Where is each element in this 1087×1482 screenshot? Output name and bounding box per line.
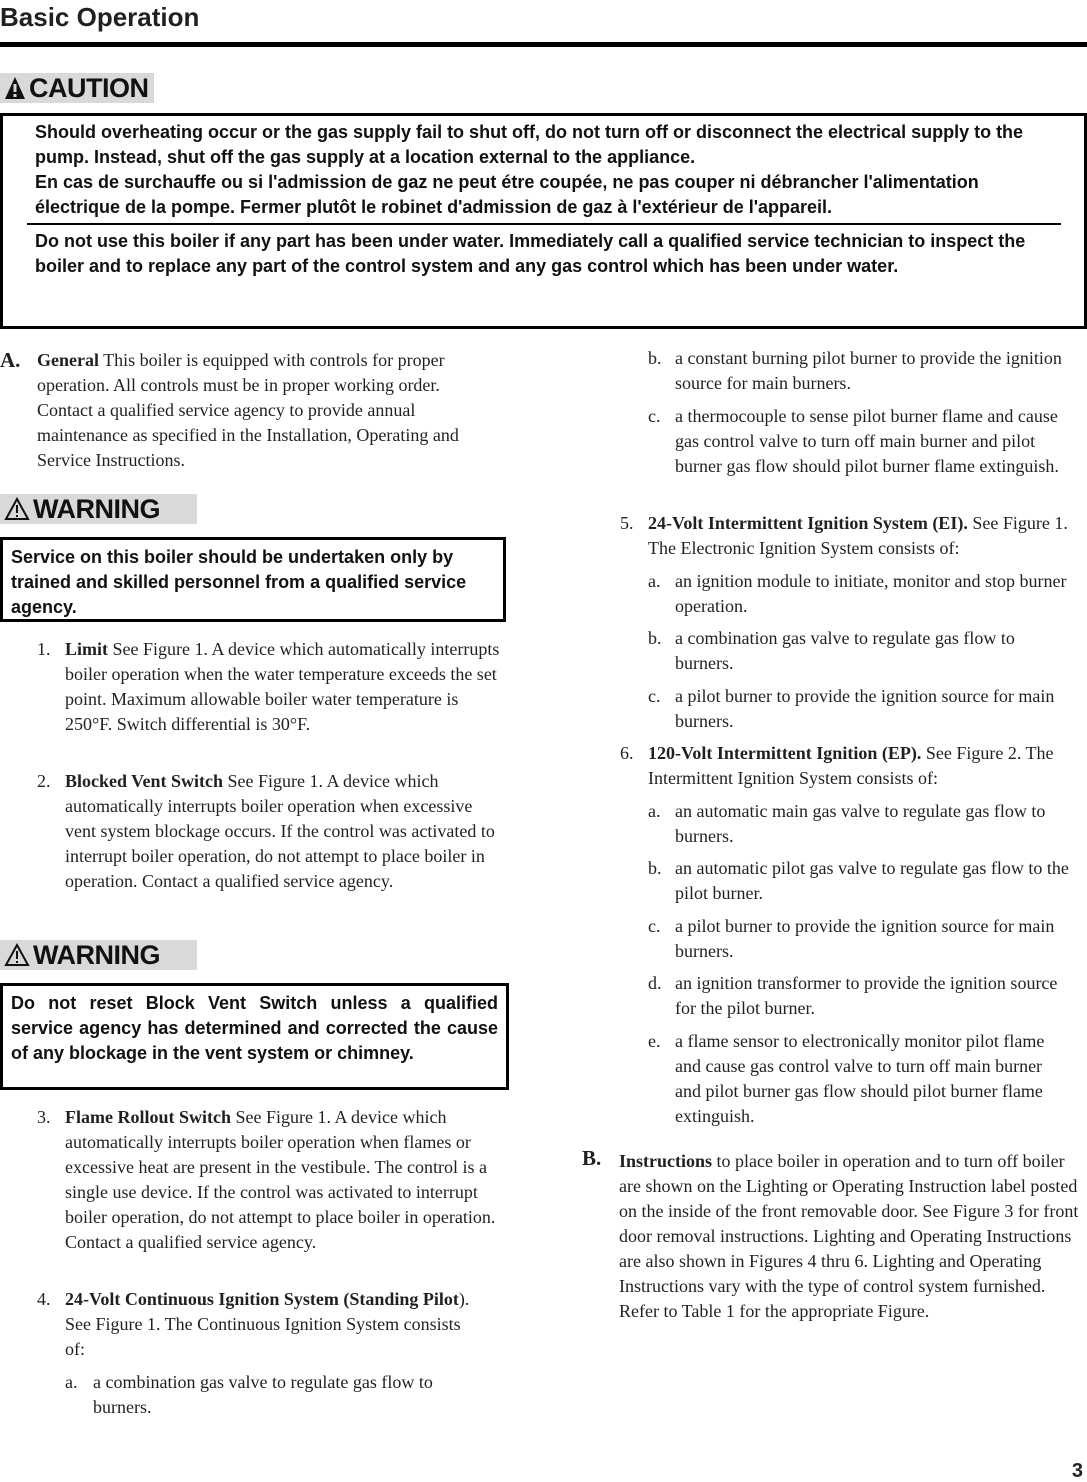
warning-badge-2 bbox=[0, 940, 197, 970]
item-6e bbox=[648, 1029, 1060, 1129]
item-text: ). See Figure 1. The Continuous Ignition System consists of: bbox=[65, 1289, 470, 1359]
section-b bbox=[582, 1146, 1087, 1324]
item-text: See Figure 2. The Intermittent Ignition System consists of: bbox=[648, 743, 1054, 788]
item-text: See Figure 1. A device which automatically interrupts boiler operation when the water temperature exceeds the set point. Maximum allowable boiler water temperature is 250°F. Switch differential is 30°F. bbox=[65, 639, 500, 734]
item-4 bbox=[37, 1287, 485, 1362]
item-4a bbox=[65, 1370, 493, 1420]
sub-item-text: an ignition transformer to provide the ignition source for the pilot burner. bbox=[675, 973, 1058, 1018]
item-heading: Flame Rollout Switch bbox=[65, 1107, 231, 1127]
item-number: 1. bbox=[37, 639, 51, 659]
warning-label: WARNING bbox=[33, 939, 160, 970]
item-1 bbox=[37, 637, 500, 737]
item-6b bbox=[648, 856, 1085, 906]
sub-item-text: a combination gas valve to regulate gas flow to burners. bbox=[675, 628, 1015, 673]
item-heading: 24-Volt Intermittent Ignition System (EI). bbox=[648, 513, 968, 533]
item-heading: Blocked Vent Switch bbox=[65, 771, 224, 791]
item-5b bbox=[648, 626, 1075, 676]
item-5a bbox=[648, 569, 1075, 619]
sub-item-text: a pilot burner to provide the ignition source for main burners. bbox=[675, 686, 1055, 731]
item-heading: 120-Volt Intermittent Ignition (EP). bbox=[648, 743, 922, 763]
sub-item-text: an automatic pilot gas valve to regulate gas flow to the pilot burner. bbox=[675, 858, 1069, 903]
warning-box-1 bbox=[0, 537, 506, 622]
caution-text-fr: En cas de surchauffe ou si l'admission de gaz ne peut étre coupée, ne pas couper ni débrancher l'alimentation électrique de la pompe. Fermer plutôt le robinet d'admission de gaz à l'extérieur de l'appareil. bbox=[35, 172, 979, 217]
sub-item-letter: c. bbox=[648, 686, 661, 706]
warning-badge-1 bbox=[0, 494, 197, 524]
warning-label: WARNING bbox=[33, 493, 160, 524]
sub-item-letter: c. bbox=[648, 406, 661, 426]
page-number: 3 bbox=[1071, 1460, 1083, 1482]
item-heading: 24-Volt Continuous Ignition System (Standing Pilot bbox=[65, 1289, 459, 1309]
item-heading: Limit bbox=[65, 639, 108, 659]
section-a-heading: General bbox=[37, 350, 99, 370]
sub-item-text: a thermocouple to sense pilot burner flame and cause gas control valve to turn off main burner and pilot burner gas flow should pilot burner flame extinguish. bbox=[675, 406, 1059, 476]
sub-item-text: a flame sensor to electronically monitor pilot flame and cause gas control valve to turn off main burner and pilot burner gas flow should pilot burner flame extinguish. bbox=[675, 1031, 1045, 1126]
sub-item-letter: a. bbox=[65, 1372, 78, 1392]
item-number: 4. bbox=[37, 1289, 51, 1309]
warning-triangle-icon bbox=[4, 943, 30, 967]
sub-item-letter: a. bbox=[648, 571, 661, 591]
section-a-text: This boiler is equipped with controls for proper operation. All controls must be in proper working order. Contact a qualified service agency to provide annual maintenance as specified in the Installation, Operating and Service Instructions. bbox=[37, 350, 459, 470]
item-4c bbox=[648, 404, 1075, 479]
item-2 bbox=[37, 769, 507, 894]
warning-triangle-icon bbox=[4, 497, 30, 521]
item-text: See Figure 1. A device which automatically interrupts boiler operation when excessive vent system blockage occurs. If the control was activated to interrupt boiler operation, do not attempt to place boiler in operation. Contact a qualified service agency. bbox=[65, 771, 495, 891]
sub-item-letter: e. bbox=[648, 1031, 661, 1051]
sub-item-letter: c. bbox=[648, 916, 661, 936]
sub-item-text: a combination gas valve to regulate gas flow to burners. bbox=[93, 1372, 433, 1417]
item-6d bbox=[648, 971, 1075, 1021]
caution-text-en: Should overheating occur or the gas supply fail to shut off, do not turn off or disconnect the electrical supply to the pump. Instead, shut off the gas supply at a location external to the appliance. bbox=[35, 122, 1024, 167]
sub-item-letter: b. bbox=[648, 628, 662, 648]
sub-item-letter: b. bbox=[648, 348, 662, 368]
item-4b bbox=[648, 346, 1075, 396]
caution-badge bbox=[0, 73, 154, 103]
item-6 bbox=[620, 741, 1087, 791]
section-a-label: A. bbox=[0, 348, 21, 372]
caution-text-water: Do not use this boiler if any part has been under water. Immediately call a qualified service technician to inspect the boiler and to replace any part of the control system and any gas control which has been under water. bbox=[35, 231, 1026, 276]
item-5c bbox=[648, 684, 1075, 734]
item-6c bbox=[648, 914, 1075, 964]
warning-text-2: Do not reset Block Vent Switch unless a qualified service agency has determined and corrected the cause of any blockage in the vent system or chimney. bbox=[11, 993, 498, 1063]
warning-text-1: Service on this boiler should be undertaken only by trained and skilled personnel from a qualified service agency. bbox=[11, 547, 467, 617]
sub-item-text: a constant burning pilot burner to provide the ignition source for main burners. bbox=[675, 348, 1062, 393]
item-number: 3. bbox=[37, 1107, 51, 1127]
item-5 bbox=[620, 511, 1087, 561]
item-text: See Figure 1. A device which automatically interrupts boiler operation when flames or excessive heat are present in the vestibule. The control is a single use device. If the control was activated to interrupt boiler operation, do not attempt to place boiler in operation. Contact a qualified service agency. bbox=[65, 1107, 496, 1252]
page-title: Basic Operation bbox=[0, 2, 200, 32]
sub-item-letter: d. bbox=[648, 973, 662, 993]
section-a bbox=[0, 348, 462, 473]
caution-triangle-icon bbox=[4, 76, 26, 100]
item-number: 6. bbox=[620, 743, 634, 763]
sub-item-text: an ignition module to initiate, monitor and stop burner operation. bbox=[675, 571, 1067, 616]
warning-box-2 bbox=[0, 983, 509, 1090]
sub-item-text: a pilot burner to provide the ignition source for main burners. bbox=[675, 916, 1055, 961]
item-number: 2. bbox=[37, 771, 51, 791]
item-3 bbox=[37, 1105, 500, 1255]
section-b-heading: Instructions bbox=[619, 1151, 713, 1171]
item-6a bbox=[648, 799, 1085, 849]
caution-box bbox=[0, 113, 1087, 329]
sub-item-letter: b. bbox=[648, 858, 662, 878]
caution-label: CAUTION bbox=[29, 72, 149, 103]
section-b-label: B. bbox=[582, 1146, 602, 1170]
item-number: 5. bbox=[620, 513, 634, 533]
item-text: See Figure 1. The Electronic Ignition System consists of: bbox=[648, 513, 1068, 558]
sub-item-text: an automatic main gas valve to regulate gas flow to burners. bbox=[675, 801, 1046, 846]
caution-divider bbox=[27, 223, 1061, 225]
section-b-text: to place boiler in operation and to turn off boiler are shown on the Lighting or Operating Instruction label posted on the inside of the front removable door. See Figure 3 for front door removal instructions. Lighting and Operating Instructions are also shown in Figures 4 thru 6. Lighting and Operating Instructions vary with the type of control system furnished. Refer to Table 1 for the appropriate Figure. bbox=[619, 1151, 1079, 1321]
sub-item-letter: a. bbox=[648, 801, 661, 821]
title-rule bbox=[0, 42, 1087, 47]
